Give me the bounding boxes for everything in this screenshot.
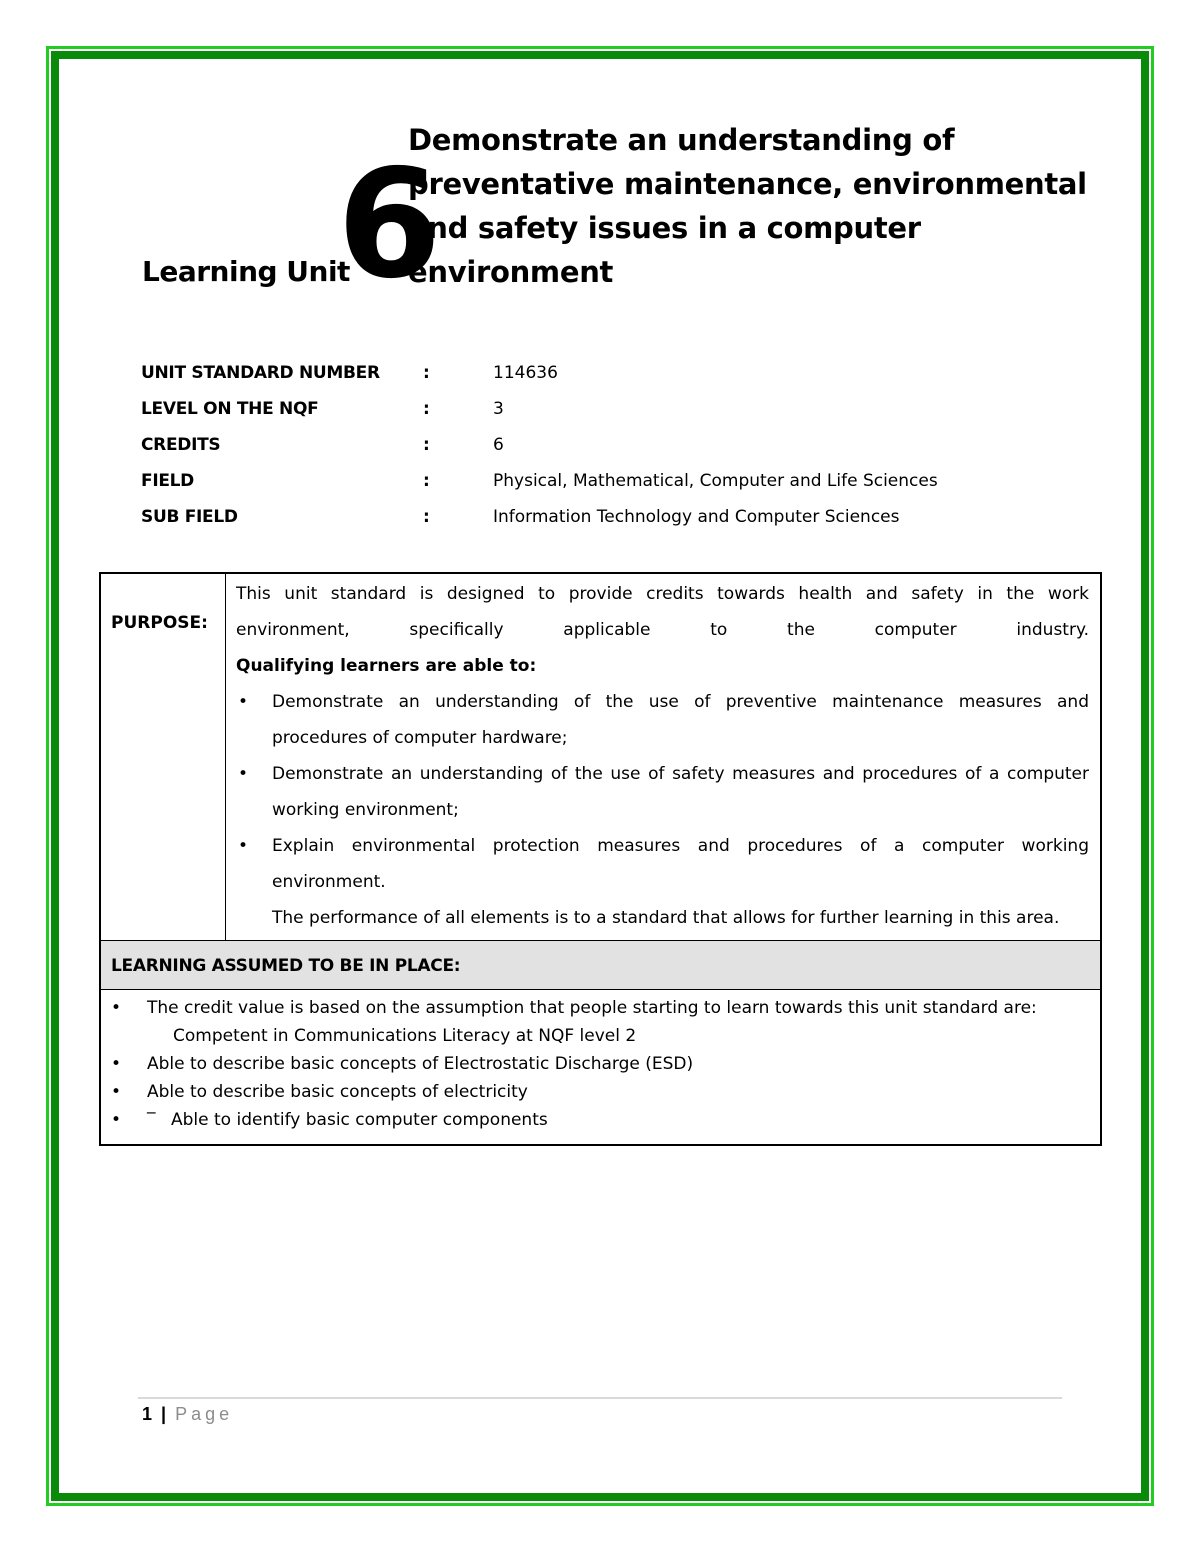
list-item: • Demonstrate an understanding of the use of preventive maintenance measures and procedures of computer hardware;: [236, 684, 1089, 756]
purpose-label: PURPOSE:: [101, 574, 226, 940]
page-number: 1: [142, 1404, 153, 1424]
list-item: • Able to describe basic concepts of Electrostatic Discharge (ESD): [109, 1050, 1089, 1078]
assumed-item-text: Able to identify basic computer components: [171, 1110, 548, 1130]
purpose-intro-line: environment, specifically applicable to the computer industry.: [236, 620, 1089, 640]
detail-colon: :: [423, 507, 430, 527]
learning-unit-label: Learning Unit: [142, 255, 350, 288]
list-item: • Explain environmental protection measures and procedures of a computer working environment.: [236, 828, 1089, 900]
detail-colon: :: [423, 471, 430, 491]
detail-label: CREDITS: [141, 435, 221, 455]
detail-value: 3: [493, 399, 504, 419]
list-item: • Able to describe basic concepts of electricity: [109, 1078, 1089, 1106]
detail-colon: :: [423, 399, 430, 419]
learning-assumed-content: [101, 990, 1100, 1144]
list-item: • Demonstrate an understanding of the use of safety measures and procedures of a computer working environment;: [236, 756, 1089, 828]
unit-title: [408, 118, 1108, 294]
detail-colon: :: [423, 363, 430, 383]
detail-label: SUB FIELD: [141, 507, 238, 527]
purpose-intro-line: This unit standard is designed to provide credits towards health and safety in the work: [236, 584, 1089, 604]
detail-label: FIELD: [141, 471, 194, 491]
detail-value: Information Technology and Computer Sciences: [493, 507, 900, 527]
learning-unit-number: 6: [337, 138, 438, 312]
footer-divider: [138, 1397, 1062, 1399]
detail-value: Physical, Mathematical, Computer and Life Sciences: [493, 471, 938, 491]
unit-title-line: preventative maintenance, environmental: [408, 167, 1087, 201]
dash-glyph: ‾: [147, 1110, 156, 1130]
detail-value: 114636: [493, 363, 558, 383]
assumed-list: [109, 994, 1089, 1134]
assumed-item-text: • The credit value is based on the assumption that people starting to learn towards this unit standard are:: [147, 998, 1037, 1018]
detail-colon: :: [423, 435, 430, 455]
page-separator: |: [161, 1404, 167, 1424]
assumed-sub-item: Competent in Communications Literacy at NQF level 2: [173, 1026, 637, 1046]
detail-label: UNIT STANDARD NUMBER: [141, 363, 380, 383]
learning-assumed-heading: LEARNING ASSUMED TO BE IN PLACE:: [101, 941, 1100, 990]
outcomes-list: [236, 684, 1089, 900]
list-item: [109, 1106, 1089, 1134]
detail-value: 6: [493, 435, 504, 455]
purpose-row: [101, 574, 1100, 941]
unit-title-line: Demonstrate an understanding of: [408, 123, 955, 157]
purpose-table: [99, 572, 1102, 1146]
purpose-closing: The performance of all elements is to a standard that allows for further learning in this area.: [272, 908, 1060, 928]
purpose-content: [226, 574, 1100, 940]
page-footer: [142, 1404, 233, 1425]
detail-label: LEVEL ON THE NQF: [141, 399, 319, 419]
unit-title-line: and safety issues in a computer environment: [408, 211, 921, 289]
qualifying-heading: Qualifying learners are able to:: [236, 656, 537, 676]
page-word: Page: [175, 1404, 234, 1424]
list-item: [109, 994, 1089, 1050]
